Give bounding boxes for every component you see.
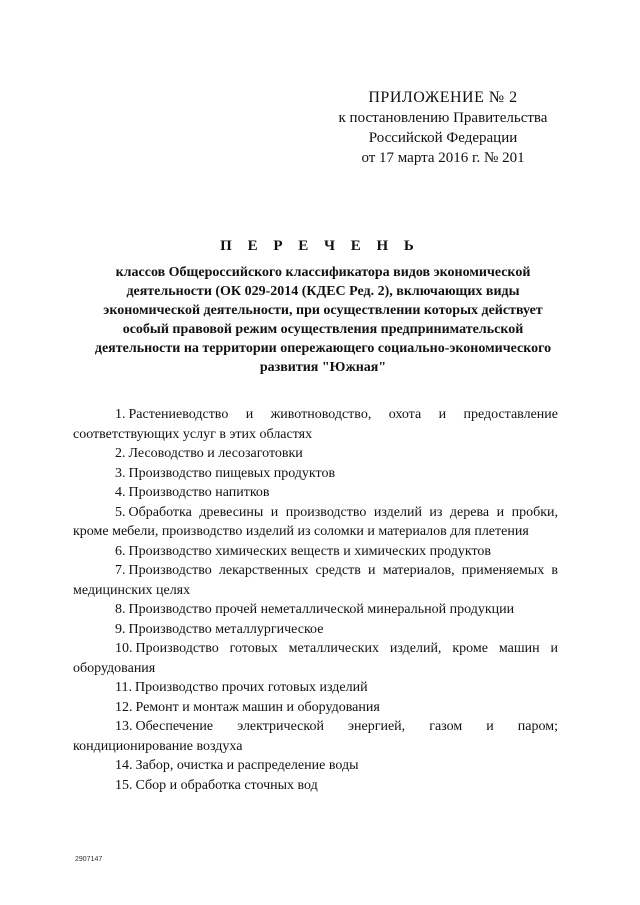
item-number: 2.: [115, 446, 126, 461]
item-number: 7.: [115, 563, 126, 578]
item-number: 4.: [115, 485, 126, 500]
list-item: [73, 405, 558, 444]
item-number: 8.: [115, 602, 126, 617]
list-item: [73, 444, 558, 464]
list-item: [73, 464, 558, 484]
item-number: 10.: [115, 641, 133, 656]
item-text: Обеспечение электрической энергией, газом и паром; кондиционирование воздуха: [73, 719, 558, 754]
list-item: [73, 542, 558, 562]
item-number: 13.: [115, 719, 133, 734]
item-number: 15.: [115, 777, 133, 793]
list-item: [73, 639, 558, 678]
list-item: [73, 600, 558, 620]
list-item: [73, 756, 558, 776]
item-number: 12.: [115, 699, 133, 715]
activity-list: [73, 405, 558, 795]
item-number: 9.: [115, 621, 126, 637]
appendix-line-1: к постановлению Правительства: [338, 110, 548, 126]
footer-code: 2907147: [75, 856, 103, 863]
item-text: Забор, очистка и распределение воды: [135, 758, 359, 773]
item-text: Производство прочих готовых изделий: [134, 680, 368, 695]
item-number: 6.: [115, 543, 126, 559]
item-text: Производство напитков: [128, 485, 270, 500]
appendix-line-3: от 17 марта 2016 г. № 201: [361, 150, 525, 166]
item-text: Обработка древесины и производство изделий из дерева и пробки, кроме мебели, производство изделий из соломки и материалов для плетения: [73, 504, 558, 539]
item-text: Ремонт и монтаж машин и оборудования: [135, 699, 380, 715]
list-item: [73, 620, 558, 640]
list-item: [73, 561, 558, 600]
list-item: [73, 483, 558, 503]
item-text: Производство пищевых продуктов: [128, 465, 336, 481]
item-number: 1.: [115, 407, 126, 422]
item-text: Производство металлургическое: [128, 621, 324, 637]
item-number: 5.: [115, 504, 126, 520]
item-text: Производство готовых металлических изделий, кроме машин и оборудования: [73, 641, 558, 676]
item-text: Сбор и обработка сточных вод: [135, 777, 318, 793]
list-item: [73, 503, 558, 542]
appendix-line-2: Российской Федерации: [368, 130, 518, 146]
item-text: Производство химических веществ и химических продуктов: [128, 543, 492, 559]
item-number: 3.: [115, 465, 126, 481]
item-text: Производство лекарственных средств и материалов, применяемых в медицинских целях: [73, 563, 558, 598]
list-item: [73, 717, 558, 756]
document-subtitle: классов Общероссийского классификатора видов экономической деятельности (ОК 029-2014 (КДЕС Ред. 2), включающих виды экономической деятельности, при осуществлении которых действует особый правовой режим осуществления предпринимательской деятельности на территории опережающего социально-экономического развития "Южная": [94, 265, 552, 375]
list-item: [73, 776, 558, 796]
item-text: Растениеводство и животноводство, охота и предоставление соответствующих услуг в этих областях: [73, 407, 558, 442]
item-text: Производство прочей неметаллической минеральной продукции: [128, 602, 515, 617]
item-text: Лесоводство и лесозаготовки: [128, 446, 303, 461]
item-number: 14.: [115, 758, 133, 773]
appendix-header: [318, 88, 568, 168]
list-item: [73, 678, 558, 698]
list-item: [73, 698, 558, 718]
appendix-title: ПРИЛОЖЕНИЕ № 2: [368, 89, 518, 106]
item-number: 11.: [115, 680, 132, 695]
document-title: П Е Р Е Ч Е Н Ь: [220, 238, 420, 254]
